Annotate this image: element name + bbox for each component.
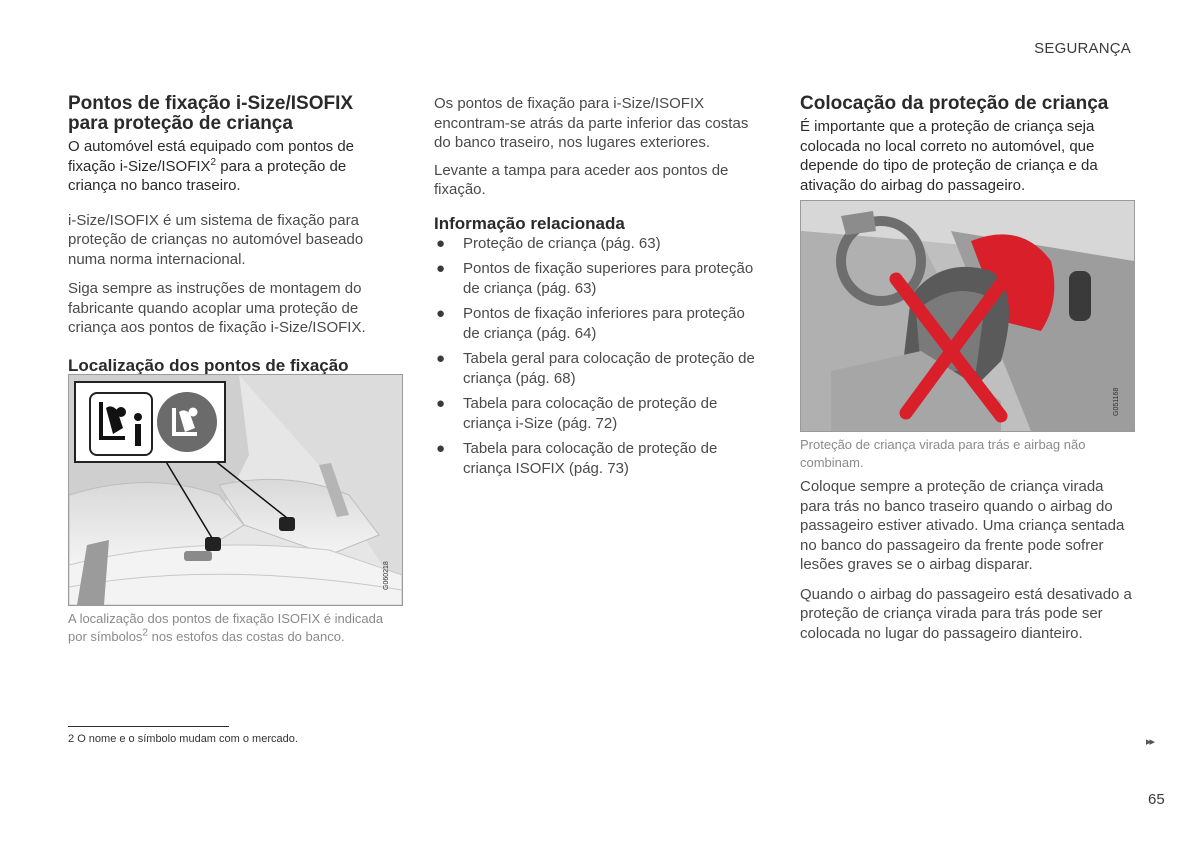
body-paragraph: Quando o airbag do passageiro está desativado a proteção de criança virada para trás pode ser colocada no lugar do passageiro dianteiro. [800,585,1132,642]
isofix-seat-icon [89,392,153,456]
figure-reference: G060218 [383,561,390,590]
heading-isofix [68,94,398,134]
bullet-icon: ● [436,305,446,322]
column-placement [800,94,1133,195]
related-links-list [434,234,764,479]
heading-isofix-line1: Pontos de fixação i-Size/ISOFIX [68,93,354,114]
continue-arrows-icon[interactable]: ▸▸ [1146,736,1154,748]
isize-seat-icon [157,392,217,452]
body-paragraph: Os pontos de fixação para i-Size/ISOFIX encontram-se atrás da parte inferior das costas do banco traseiro, nos lugares exteriores. [434,95,749,151]
footnote-ref[interactable]: 2 [210,156,217,168]
figure-caption-airbag: Proteção de criança virada para trás e airbag não combinam. [800,437,1086,470]
related-link[interactable]: ● Pontos de fixação inferiores para proteção de criança (pág. 64) [436,305,745,342]
related-heading: Informação relacionada [434,213,625,233]
body-paragraph: Coloque sempre a proteção de criança virada para trás no banco traseiro quando o airbag do passageiro estiver ativado. Uma criança sentada no banco do passageiro da frente pode sofrer lesões graves se o airbag disparar. [800,478,1125,573]
body-paragraph: Siga sempre as instruções de montagem do fabricante quando acoplar uma proteção de criança aos pontos de fixação i-Size/ISOFIX. [68,280,366,336]
related-link[interactable]: ● Proteção de criança (pág. 63) [436,234,661,252]
subheading-location: Localização dos pontos de fixação [68,355,349,375]
footnote: 2 O nome e o símbolo mudam com o mercado. [68,733,298,745]
related-link[interactable]: ● Tabela geral para colocação de proteção de criança (pág. 68) [436,350,755,387]
related-link[interactable]: ● Pontos de fixação superiores para proteção de criança (pág. 63) [436,260,754,297]
intro-paragraph: O automóvel está equipado com pontos de fixação i-Size/ISOFIX$^2$ para a proteção de criança no banco traseiro. [68,138,355,194]
front-airbag-warning-image [800,200,1135,432]
bullet-icon: ● [436,260,446,277]
footnote-divider [68,726,229,727]
rear-seat-isofix-image [68,374,403,606]
intro-paragraph: É importante que a proteção de criança seja colocada no local correto no automóvel, que depende do tipo de proteção de criança e da ativação do airbag do passageiro. [800,118,1098,194]
placement-body [800,477,1133,643]
heading-placement: Colocação da proteção de criança [800,93,1109,114]
body-paragraph: i-Size/ISOFIX é um sistema de fixação para proteção de crianças no automóvel baseado numa norma internacional. [68,211,364,268]
figure-caption-isofix: A localização dos pontos de fixação ISOFIX é indicada por símbolos$^2$ nos estofos das costas do banco. [68,611,384,644]
related-link[interactable]: ● Tabela para colocação de proteção de criança ISOFIX (pág. 73) [436,440,718,477]
bullet-icon: ● [436,234,446,252]
column-isofix [68,94,398,382]
bullet-icon: ● [436,440,446,457]
body-paragraph: Levante a tampa para aceder aos pontos de fixação. [434,161,729,198]
figure-reference: G051168 [1113,387,1120,416]
column-anchor-info [434,94,764,484]
page-number: 65 [1148,791,1165,808]
heading-isofix-line2: para proteção de criança [68,113,293,134]
related-link[interactable]: ● Tabela para colocação de proteção de criança i-Size (pág. 72) [436,395,718,432]
bullet-icon: ● [436,350,446,367]
bullet-icon: ● [436,395,446,412]
section-title: SEGURANÇA [1034,40,1131,57]
